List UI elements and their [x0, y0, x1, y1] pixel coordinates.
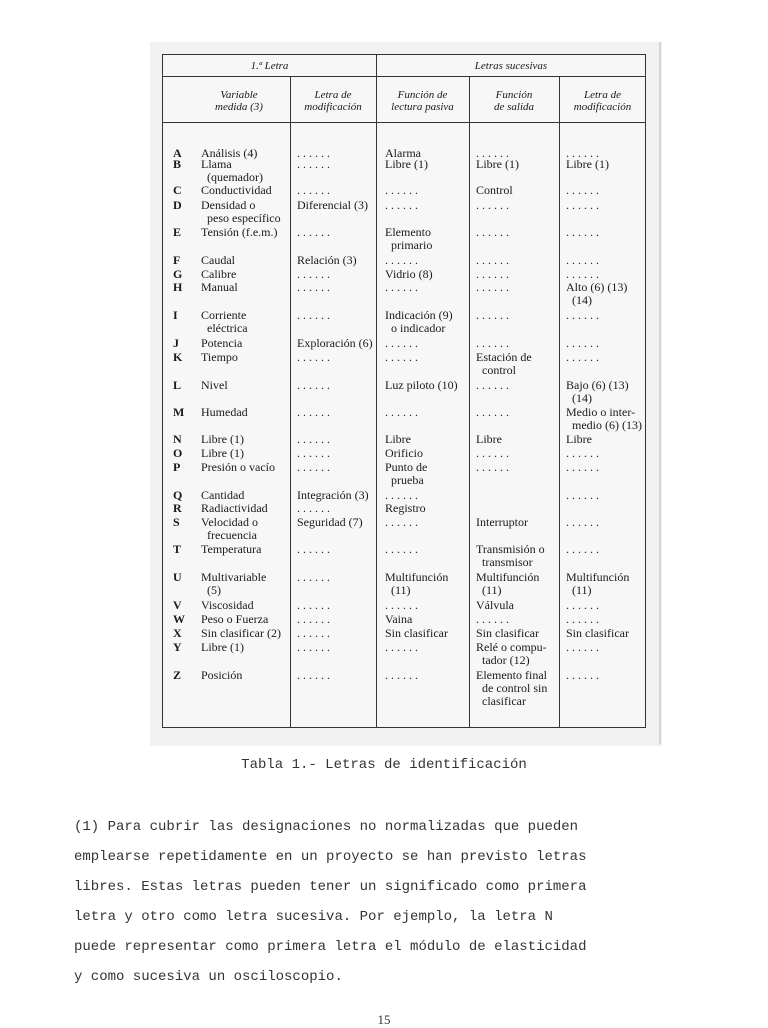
table-cell: Registro — [385, 501, 426, 515]
table-cell: Válvula — [476, 598, 514, 612]
table-cell: . . . . . . — [385, 488, 418, 502]
table-cell: I — [173, 308, 178, 322]
table-cell: D — [173, 198, 182, 212]
table-cell: Y — [173, 640, 182, 654]
table-cell: . . . . . . — [476, 280, 509, 294]
table-cell: . . . . . . — [476, 612, 509, 626]
table-cell: . . . . . . — [385, 198, 418, 212]
table-cell: . . . . . . — [476, 308, 509, 322]
table-cell: Conductividad — [201, 183, 272, 197]
table-cell: . . . . . . — [566, 542, 599, 556]
table-cell: . . . . . . — [297, 280, 330, 294]
table-cell: . . . . . . — [297, 225, 330, 239]
table-cell: . . . . . . — [476, 336, 509, 350]
col-divider-1 — [290, 76, 291, 727]
table-cell: L — [173, 378, 182, 392]
footnote-line: emplearse repetidamente en un proyecto se han previsto letras — [74, 849, 587, 865]
table-cell: . . . . . . — [297, 183, 330, 197]
table-cell: . . . . . . — [385, 183, 418, 197]
header-succeeding-letters: Letras sucesivas — [474, 60, 548, 72]
header-passive-readout: Función de lectura pasiva — [391, 89, 454, 113]
table-cell: . . . . . . — [385, 350, 418, 364]
table-cell: Multivariable (5) — [201, 570, 267, 597]
table-cell: Libre — [476, 432, 502, 446]
table-cell: . . . . . . — [566, 515, 599, 529]
table-cell: . . . . . . — [566, 612, 599, 626]
table-cell: K — [173, 350, 183, 364]
table-cell: F — [173, 253, 181, 267]
table-cell: C — [173, 183, 182, 197]
table-cell: Calibre — [201, 267, 237, 281]
table-cell: Peso o Fuerza — [201, 612, 269, 626]
table-cell: Libre (1) — [566, 157, 609, 171]
table-cell: . . . . . . — [566, 146, 599, 160]
table-cell: . . . . . . — [297, 542, 330, 556]
table-cell: X — [173, 626, 182, 640]
table-cell: . . . . . . — [476, 378, 509, 392]
header-divider-top — [163, 76, 645, 77]
table-cell: Multifunción (11) — [566, 570, 630, 597]
table-cell: Integración (3) — [297, 488, 369, 502]
table-cell: Potencia — [201, 336, 243, 350]
table-cell: Corriente eléctrica — [201, 308, 248, 335]
table-cell: Alto (6) (13) (14) — [566, 280, 628, 307]
table-cell: . . . . . . — [297, 146, 330, 160]
footnote-line: (1) Para cubrir las designaciones no normalizadas que pueden — [74, 819, 579, 835]
table-cell: Viscosidad — [201, 598, 254, 612]
table-cell: . . . . . . — [566, 446, 599, 460]
table-cell: Tensión (f.e.m.) — [201, 225, 278, 239]
table-cell: Seguridad (7) — [297, 515, 363, 529]
table-cell: Caudal — [201, 253, 235, 267]
table-cell: . . . . . . — [385, 668, 418, 682]
table-cell: Estación de control — [476, 350, 532, 377]
table-cell: Libre — [566, 432, 592, 446]
table-cell: Sin clasificar (2) — [201, 626, 281, 640]
table-cell: . . . . . . — [476, 225, 509, 239]
table-cell: . . . . . . — [476, 446, 509, 460]
table-cell: V — [173, 598, 182, 612]
table-cell: . . . . . . — [297, 405, 330, 419]
table-cell: P — [173, 460, 181, 474]
table-cell: . . . . . . — [297, 460, 330, 474]
table-cell: Indicación (9) o indicador — [385, 308, 453, 335]
table-cell: Manual — [201, 280, 238, 294]
table-cell: S — [173, 515, 180, 529]
table-cell: R — [173, 501, 182, 515]
table-cell: Orificio — [385, 446, 423, 460]
table-cell: . . . . . . — [297, 446, 330, 460]
table-cell: Control — [476, 183, 513, 197]
table-cell: . . . . . . — [297, 157, 330, 171]
table-cell: Análisis (4) — [201, 146, 258, 160]
table-cell: Medio o inter- medio (6) (13) — [566, 405, 642, 432]
table-cell: . . . . . . — [566, 198, 599, 212]
footnote-line: libres. Estas letras pueden tener un significado como primera — [74, 879, 587, 895]
table-cell: Relé o compu- tador (12) — [476, 640, 547, 667]
table-cell: . . . . . . — [385, 542, 418, 556]
table-cell: Llama (quemador) — [201, 157, 263, 184]
table-cell: A — [173, 146, 182, 160]
table-cell: M — [173, 405, 185, 419]
table-cell: . . . . . . — [297, 598, 330, 612]
footnote-paragraph — [74, 812, 694, 992]
table-cell: . . . . . . — [566, 598, 599, 612]
table-cell: . . . . . . — [566, 308, 599, 322]
table-cell: H — [173, 280, 183, 294]
table-cell: Radiactividad — [201, 501, 268, 515]
table-cell: Libre (1) — [201, 640, 244, 654]
table-cell: Nivel — [201, 378, 228, 392]
table-cell: Libre — [385, 432, 411, 446]
footnote-line: y como sucesiva un osciloscopio. — [74, 969, 343, 985]
table-cell: Transmisión o transmisor — [476, 542, 545, 569]
table-cell: Interruptor — [476, 515, 528, 529]
header-measured-variable: Variable medida (3) — [215, 89, 263, 113]
table-cell: Q — [173, 488, 183, 502]
table-cell: Bajo (6) (13) (14) — [566, 378, 629, 405]
identification-letters-table — [162, 54, 646, 728]
table-cell: J — [173, 336, 179, 350]
table-cell: Multifunción (11) — [476, 570, 540, 597]
table-cell: Z — [173, 668, 182, 682]
table-cell: Humedad — [201, 405, 248, 419]
table-cell: . . . . . . — [566, 267, 599, 281]
table-cell: E — [173, 225, 182, 239]
table-cell: . . . . . . — [297, 267, 330, 281]
table-cell: . . . . . . — [385, 598, 418, 612]
table-cell: Libre (1) — [385, 157, 428, 171]
page-number: 15 — [377, 1012, 391, 1027]
table-cell: . . . . . . — [297, 612, 330, 626]
table-cell: Tiempo — [201, 350, 238, 364]
table-cell: . . . . . . — [476, 253, 509, 267]
table-cell: Exploración (6) — [297, 336, 373, 350]
table-cell: Libre (1) — [201, 446, 244, 460]
table-cell: Alarma — [385, 146, 421, 160]
table-cell: Libre (1) — [476, 157, 519, 171]
table-cell: Sin clasificar — [566, 626, 629, 640]
table-cell: . . . . . . — [297, 308, 330, 322]
table-cell: O — [173, 446, 183, 460]
table-cell: Cantidad — [201, 488, 245, 502]
table-cell: Punto de prueba — [385, 460, 428, 487]
table-cell: . . . . . . — [385, 640, 418, 654]
table-cell: Elemento primario — [385, 225, 433, 252]
table-cell: . . . . . . — [566, 336, 599, 350]
table-cell: B — [173, 157, 182, 171]
table-cell: U — [173, 570, 182, 584]
table-cell: . . . . . . — [476, 146, 509, 160]
table-cell: . . . . . . — [566, 225, 599, 239]
table-cell: . . . . . . — [385, 515, 418, 529]
table-cell: Multifunción (11) — [385, 570, 449, 597]
table-cell: . . . . . . — [385, 336, 418, 350]
table-cell: . . . . . . — [566, 183, 599, 197]
table-cell: Luz piloto (10) — [385, 378, 458, 392]
table-cell: . . . . . . — [297, 350, 330, 364]
table-caption: Tabla 1.- Letras de identificación — [241, 757, 527, 773]
header-divider-bottom — [163, 122, 645, 123]
table-cell: . . . . . . — [476, 267, 509, 281]
table-cell: . . . . . . — [476, 405, 509, 419]
table-cell: . . . . . . — [297, 626, 330, 640]
table-cell: T — [173, 542, 182, 556]
table-cell: . . . . . . — [385, 253, 418, 267]
table-cell: Vaina — [385, 612, 413, 626]
table-cell: Presión o vacío — [201, 460, 275, 474]
table-cell: Diferencial (3) — [297, 198, 368, 212]
table-cell: . . . . . . — [297, 501, 330, 515]
table-cell: Elemento final de control sin clasificar — [476, 668, 548, 708]
header-modifier: Letra de modificación — [304, 89, 362, 113]
table-cell: Sin clasificar — [385, 626, 448, 640]
table-cell: . . . . . . — [297, 570, 330, 584]
header-output-function: Función de salida — [493, 89, 535, 113]
table-cell: . . . . . . — [566, 488, 599, 502]
col-divider-3 — [469, 76, 470, 727]
table-cell: . . . . . . — [385, 280, 418, 294]
scan-edge-rule — [659, 42, 661, 744]
table-cell: . . . . . . — [566, 253, 599, 267]
table-cell: . . . . . . — [297, 668, 330, 682]
table-cell: Sin clasificar — [476, 626, 539, 640]
table-cell: N — [173, 432, 182, 446]
table-cell: . . . . . . — [297, 432, 330, 446]
table-cell: W — [173, 612, 185, 626]
table-cell: . . . . . . — [476, 198, 509, 212]
table-cell: . . . . . . — [566, 640, 599, 654]
footnote-line: puede representar como primera letra el módulo de elasticidad — [74, 939, 587, 955]
table-cell: . . . . . . — [476, 460, 509, 474]
table-cell: Densidad o peso específico — [201, 198, 281, 225]
table-cell: Vidrio (8) — [385, 267, 433, 281]
header-first-letter: 1.ª Letra — [250, 60, 289, 72]
table-cell: Temperatura — [201, 542, 262, 556]
header-modifier-2: Letra de modificación — [573, 89, 632, 113]
table-cell: Libre (1) — [201, 432, 244, 446]
table-cell: . . . . . . — [297, 640, 330, 654]
table-cell: . . . . . . — [385, 405, 418, 419]
table-cell: Posición — [201, 668, 243, 682]
table-cell: G — [173, 267, 183, 281]
table-cell: . . . . . . — [566, 350, 599, 364]
table-cell: . . . . . . — [297, 378, 330, 392]
table-cell: . . . . . . — [566, 460, 599, 474]
table-cell: . . . . . . — [566, 668, 599, 682]
table-cell: Velocidad o frecuencia — [201, 515, 258, 542]
footnote-line: letra y otro como letra sucesiva. Por ejemplo, la letra N — [74, 909, 553, 925]
table-cell: Relación (3) — [297, 253, 357, 267]
